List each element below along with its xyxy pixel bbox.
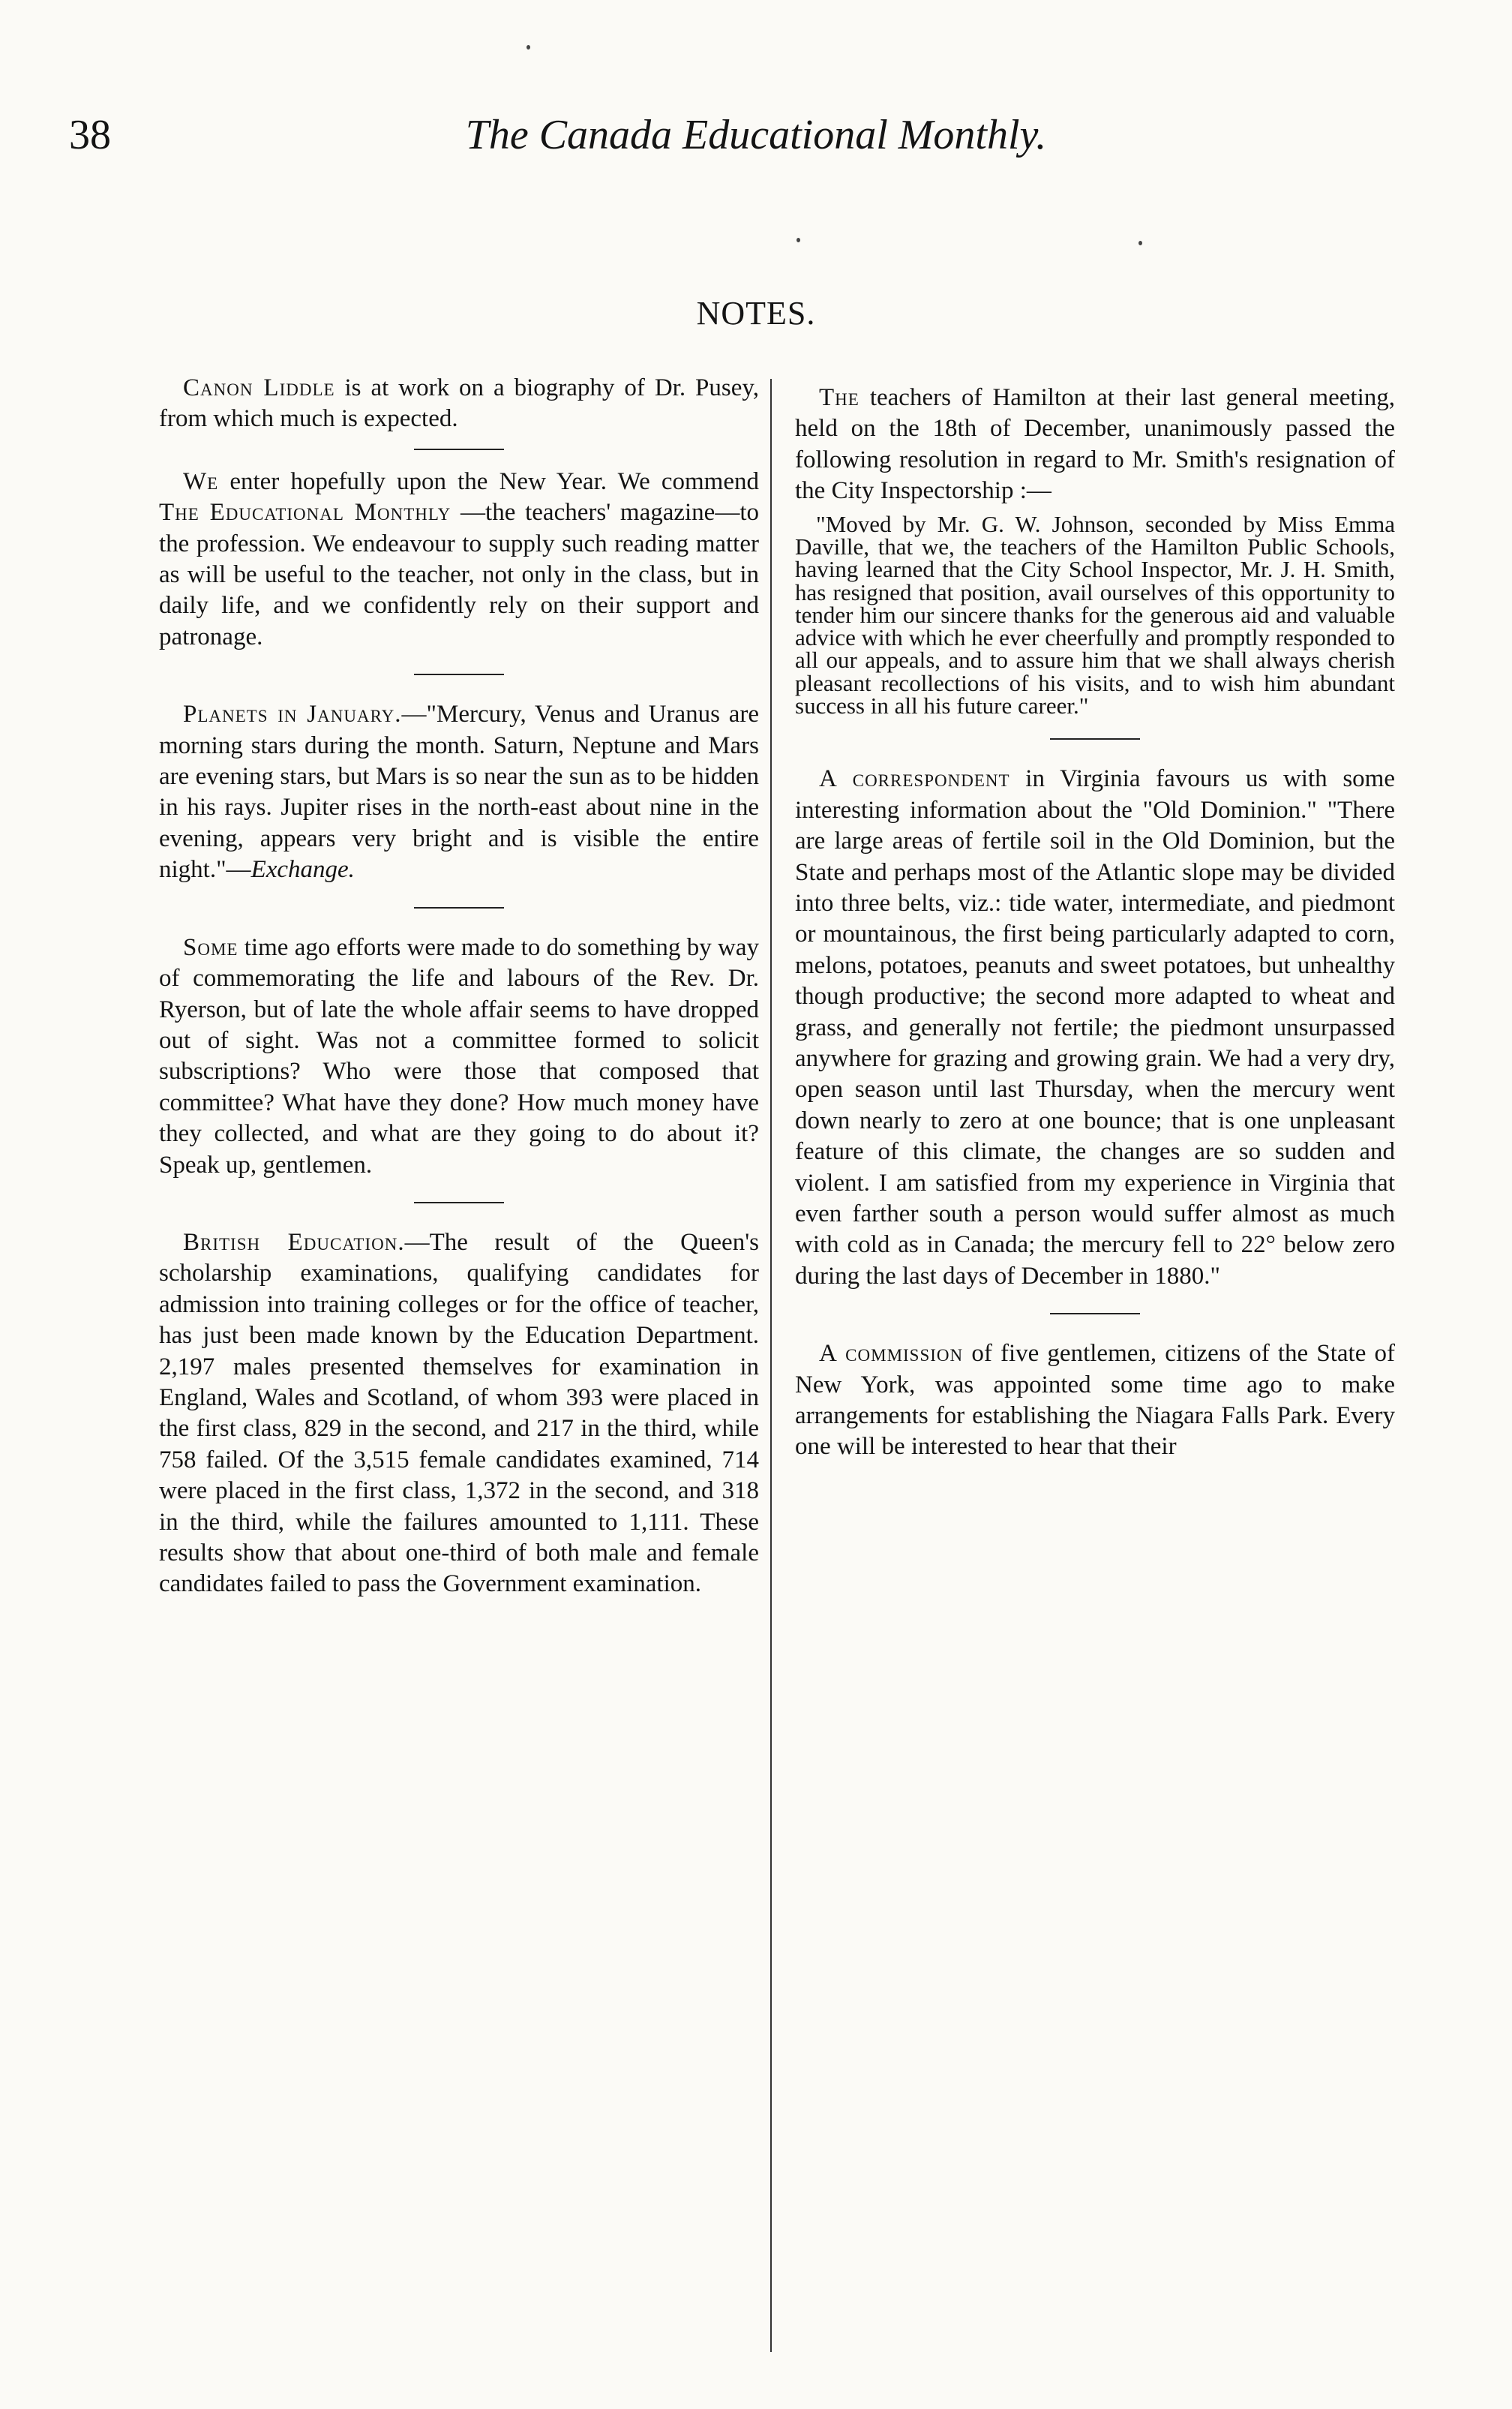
separator-rule	[1050, 738, 1140, 740]
note-text: is at work on a biography of Dr. Pusey, from which much is expected.	[159, 374, 759, 433]
right-column	[795, 383, 1395, 1463]
note-text: teachers of Hamilton at their last general meeting, held on the 18th of December, unanimously passed the following resolution in regard to Mr. Smith's resignation of the City Inspectorship :—	[795, 384, 1395, 505]
note-text: time ago efforts were made to do something by way of commemorating the life and labours of the Rev. Dr. Ryerson, but of late the whole affair seems to have dropped out of sight. Was not a committee formed to solicit subscriptions? Who were those that composed that committee? What have they done? How much money have they collected, and what are they going to do about it? Speak up, gentlemen.	[159, 933, 759, 1179]
note-lead: British Education.	[183, 1228, 405, 1256]
separator-rule	[414, 674, 504, 675]
note-lead: We	[183, 467, 219, 495]
speck-mark	[796, 238, 800, 242]
separator-rule	[1050, 1313, 1140, 1314]
separator-rule	[414, 449, 504, 450]
note-lead: A correspondent	[819, 765, 1010, 793]
note-text: —"Mercury, Venus and Uranus are morning stars during the month. Saturn, Neptune and Mars are evening stars, but Mars is so near the sun as to be hidden in his rays. Jupiter rises in the north-east about nine in the evening, appears very bright and is visible the entire night."—	[159, 701, 759, 884]
note-source: Exchange.	[250, 856, 355, 884]
note-virginia	[795, 764, 1395, 1292]
note-planets	[159, 699, 759, 885]
speck-mark	[526, 45, 530, 50]
section-title: NOTES.	[696, 295, 816, 332]
note-text: of five gentlemen, citizens of the State of New York, was appointed some time ago to make arrangements for establishing the Niagara Falls Park. Every one will be interested to hear that their	[795, 1340, 1396, 1461]
note-text: in Virginia favours us with some interesting information about the "Old Dominion." "There are large areas of fertile soil in the Old Dominion, but the State and perhaps most of the Atlantic slope may be divided into three belts, viz.: tide water, intermediate, and piedmont or mountainous, the first being particularly adapted to corn, melons, potatoes, peanuts and sweet potatoes, but unhealthy though productive; the second more adapted to wheat and grass, and generally not fertile; the piedmont unsurpassed anywhere for grazing and growing grain. We had a very dry, open season until last Thursday, when the mercury went down nearly to zero at one bounce; that is one unpleasant feature of this climate, the changes are so sudden and violent. I am satisfied from my experience in Virginia that even farther south a person would suffer almost as much with cold as in Canada; the mercury fell to 22° below zero during the last days of December in 1880."	[795, 765, 1395, 1290]
note-biography	[159, 373, 759, 435]
note-lead: Canon Liddle	[183, 374, 335, 401]
resolution-quote: "Moved by Mr. G. W. Johnson, seconded by Miss Emma Daville, that we, the teachers of the Hamilton Public Schools, having learned that the City School Inspector, Mr. J. H. Smith, has resigned that position, avail ourselves of this opportunity to tender him our sincere thanks for the generous aid and valuable advice with which he ever cheerfully and promptly responded to all our appeals, and to assure him that we shall always cherish pleasant recollections of his visits, and to wish him abundant success in all his future career."	[795, 510, 1395, 719]
running-head	[0, 109, 1512, 161]
note-niagara	[795, 1338, 1395, 1463]
note-ryerson	[159, 933, 759, 1181]
note-new-year	[159, 467, 759, 653]
note-lead: Planets in January.	[183, 701, 402, 728]
speck-mark	[1138, 241, 1142, 245]
note-text: —The result of the Queen's scholarship examinations, qualifying candidates for admission into training colleges or for the office of teacher, has just been made known by the Education Department. 2,197 males presented themselves for examination in England, Wales and Scotland, of whom 393 were placed in the first class, 829 in the second, and 217 in the third, while 758 failed. Of the 3,515 female candidates examined, 714 were placed in the first class, 1,372 in the second, and 318 in the third, while the failures amounted to 1,111. These results show that about one-third of both male and female candidates failed to pass the Government examination.	[159, 1228, 759, 1598]
note-text: —the teachers' magazine—to the profession. We endeavour to supply such reading matter as will be useful to the teacher, not only in the class, but in daily life, and we confidently rely on their support and patronage.	[159, 499, 759, 650]
note-british-education	[159, 1227, 759, 1600]
note-lead: A commission	[819, 1340, 964, 1368]
magazine-name: The Educational Monthly	[159, 499, 452, 527]
separator-rule	[414, 907, 504, 909]
column-divider	[770, 379, 772, 2352]
note-text: enter hopefully upon the New Year. We commend	[218, 467, 759, 495]
separator-rule	[414, 1202, 504, 1203]
left-column	[159, 373, 759, 1600]
note-lead: The	[819, 384, 860, 411]
note-lead: Some	[183, 933, 238, 961]
note-hamilton	[795, 383, 1395, 507]
journal-title: The Canada Educational Monthly.	[465, 112, 1047, 158]
page-number: 38	[69, 112, 111, 158]
